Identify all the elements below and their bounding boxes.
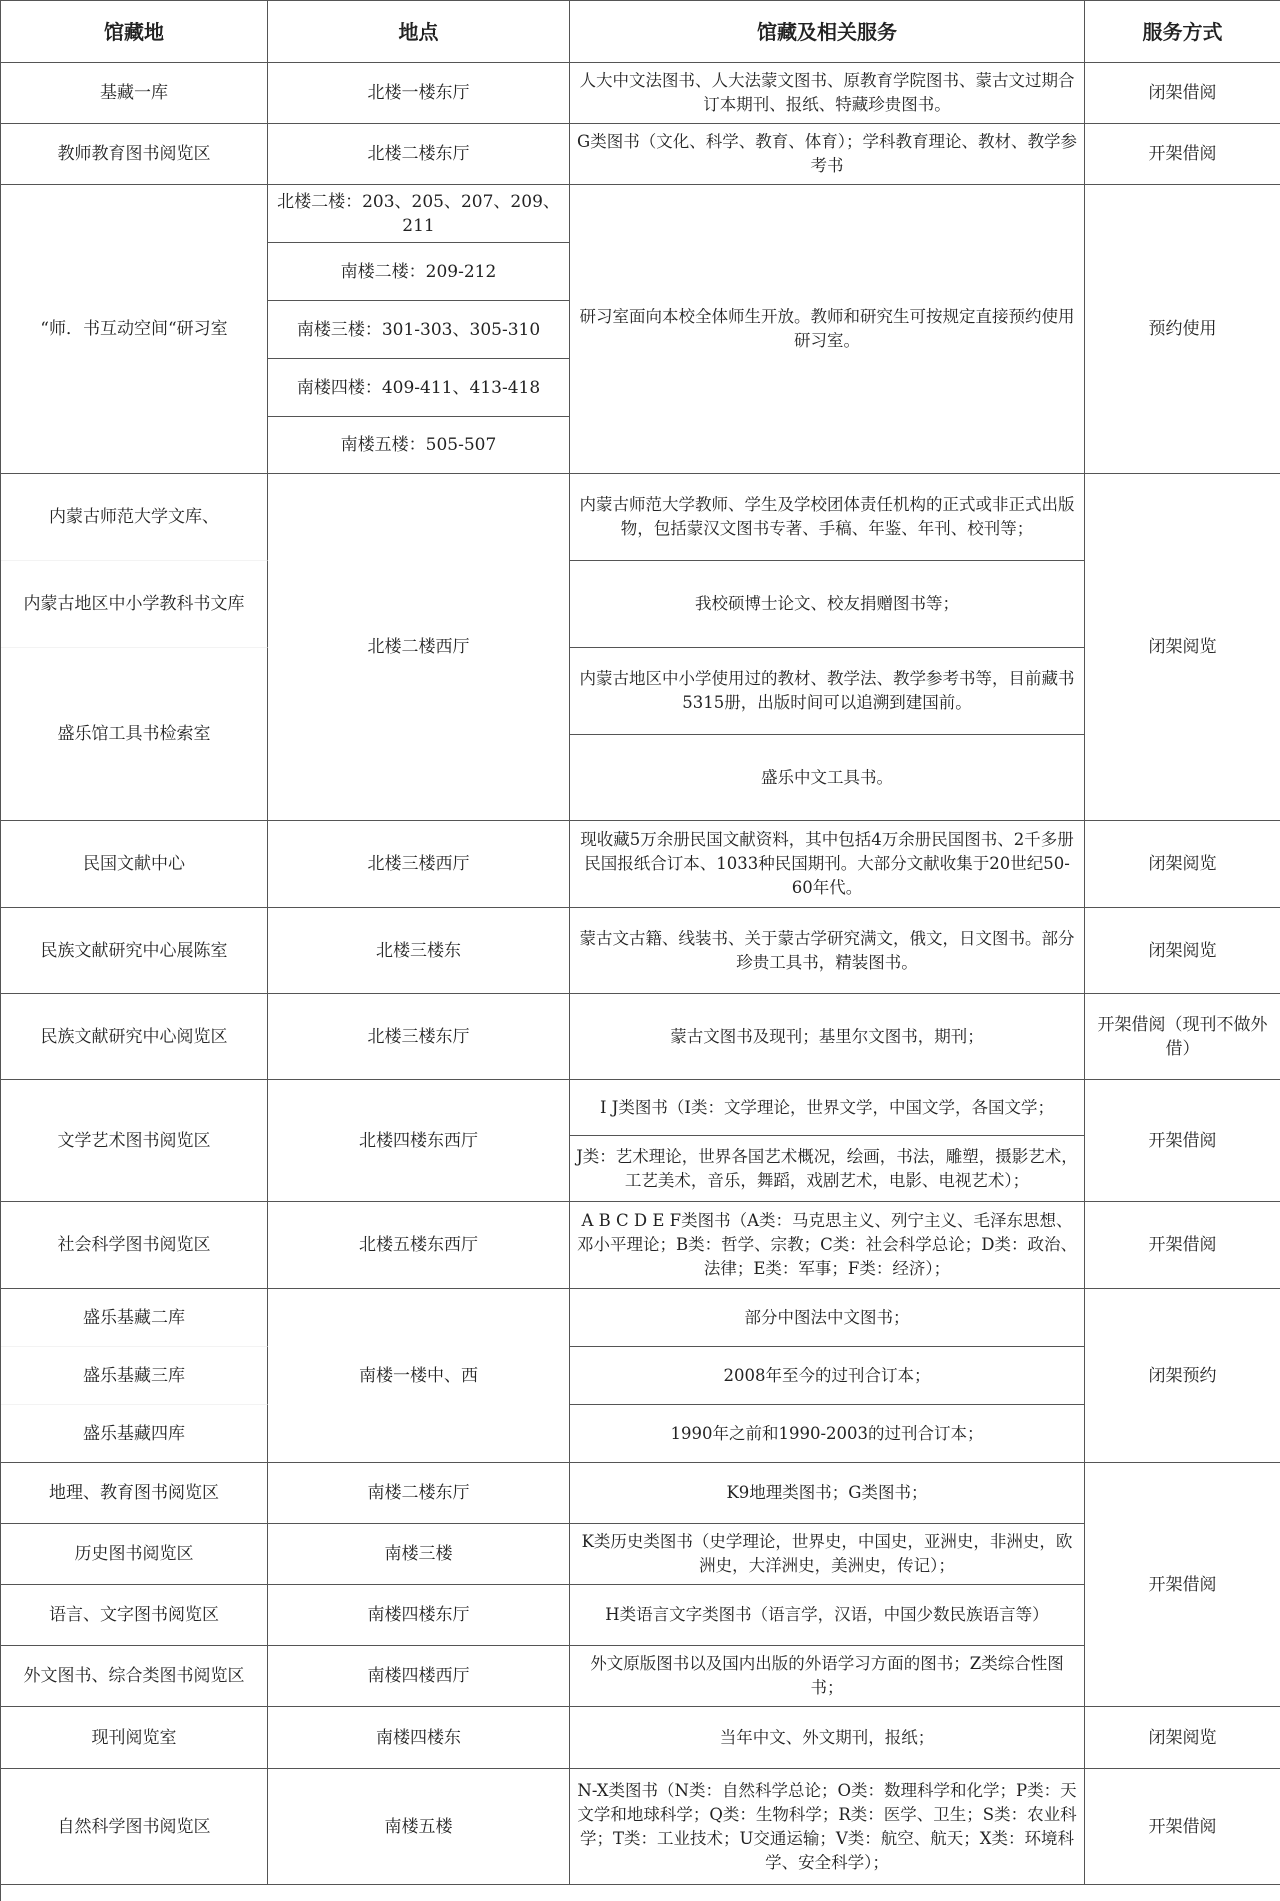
cell-location: 盛乐基藏四库: [1, 1405, 268, 1463]
header-service-mode: 服务方式: [1085, 1, 1280, 63]
header-services: 馆藏及相关服务: [570, 1, 1085, 63]
cell-location: 盛乐基藏三库: [1, 1347, 268, 1405]
cell-location: 盛乐馆工具书检索室: [1, 648, 268, 821]
cell-mode: 闭架预约: [1085, 1289, 1280, 1463]
cell-place: 南楼四楼西厅: [268, 1646, 570, 1707]
cell-mode: 预约使用: [1085, 185, 1280, 474]
cell-services: G类图书（文化、科学、教育、体育）；学科教育理论、教材、教学参考书: [570, 124, 1085, 185]
cell-place: 北楼五楼东西厅: [268, 1202, 570, 1289]
cell-services: 蒙古文图书及现刊；基里尔文图书，期刊；: [570, 994, 1085, 1080]
cell-place: 北楼四楼东西厅: [268, 1080, 570, 1202]
header-place: 地点: [268, 1, 570, 63]
cell-mode: 开架借阅: [1085, 1769, 1280, 1885]
cell-services: 盛乐中文工具书。: [570, 735, 1085, 821]
cell-services: 2008年至今的过刊合订本；: [570, 1347, 1085, 1405]
cell-place: 北楼二楼：203、205、207、209、211: [268, 185, 570, 243]
cell-services: J类：艺术理论，世界各国艺术概况，绘画，书法，雕塑，摄影艺术，工艺美术，音乐，舞蹈，戏剧艺术，电影、电视艺术）；: [570, 1136, 1085, 1202]
cell-location: 历史图书阅览区: [1, 1524, 268, 1585]
cell-services: 研习室面向本校全体师生开放。教师和研究生可按规定直接预约使用研习室。: [570, 185, 1085, 474]
cell-services: 外文原版图书以及国内出版的外语学习方面的图书；Z类综合性图书；: [570, 1646, 1085, 1707]
cell-place: 北楼二楼东厅: [268, 124, 570, 185]
cell-location: 社会科学图书阅览区: [1, 1202, 268, 1289]
cell-services: I J类图书（I类：文学理论，世界文学，中国文学，各国文学；: [570, 1080, 1085, 1136]
cell-location: 内蒙古地区中小学教科书文库: [1, 561, 268, 648]
cell-services: H类语言文字类图书（语言学，汉语，中国少数民族语言等）: [570, 1585, 1085, 1646]
cell-mode: 开架借阅（现刊不做外借）: [1085, 994, 1280, 1080]
cell-services: K9地理类图书；G类图书；: [570, 1463, 1085, 1524]
cell-location: “师．书互动空间“研习室: [1, 185, 268, 474]
cell-services: 内蒙古师范大学教师、学生及学校团体责任机构的正式或非正式出版物，包括蒙汉文图书专著、手稿、年鉴、年刊、校刊等；: [570, 474, 1085, 561]
cell-location: 语言、文字图书阅览区: [1, 1585, 268, 1646]
cell-place: 北楼二楼西厅: [268, 474, 570, 821]
cell-mode: 开架借阅: [1085, 1202, 1280, 1289]
cell-services: 我校硕博士论文、校友捐赠图书等；: [570, 561, 1085, 648]
cell-location: 自然科学图书阅览区: [1, 1769, 268, 1885]
cell-mode: 闭架阅览: [1085, 908, 1280, 994]
cell-mode: 闭架阅览: [1085, 474, 1280, 821]
cell-mode: 开架借阅: [1085, 1463, 1280, 1707]
cell-place: 南楼三楼: [268, 1524, 570, 1585]
cell-location: 民国文献中心: [1, 821, 268, 908]
cell-mode: 开架借阅: [1085, 1080, 1280, 1202]
cell-place: 南楼二楼东厅: [268, 1463, 570, 1524]
cell-services: 现收藏5万余册民国文献资料，其中包括4万余册民国图书、2千多册民国报纸合订本、1033种民国期刊。大部分文献收集于20世纪50-60年代。: [570, 821, 1085, 908]
cell-location: 教师教育图书阅览区: [1, 124, 268, 185]
cell-location: 外文图书、综合类图书阅览区: [1, 1646, 268, 1707]
header-collection-location: 馆藏地: [1, 1, 268, 63]
cell-place: 北楼三楼东: [268, 908, 570, 994]
cell-place: 南楼四楼：409-411、413-418: [268, 359, 570, 417]
cell-mode: 闭架阅览: [1085, 821, 1280, 908]
cell-mode: 闭架阅览: [1085, 1707, 1280, 1769]
cell-place: 南楼三楼：301-303、305-310: [268, 301, 570, 359]
cell-place: 南楼五楼: [268, 1769, 570, 1885]
cell-services: K类历史类图书（史学理论，世界史，中国史，亚洲史，非洲史，欧洲史，大洋洲史，美洲史，传记）；: [570, 1524, 1085, 1585]
cell-services: 当年中文、外文期刊，报纸；: [570, 1707, 1085, 1769]
cell-place: 南楼四楼东: [268, 1707, 570, 1769]
cell-place: 南楼五楼：505-507: [268, 417, 570, 474]
cell-location: 地理、教育图书阅览区: [1, 1463, 268, 1524]
cell-services: 内蒙古地区中小学使用过的教材、教学法、教学参考书等，目前藏书5315册，出版时间可以追溯到建国前。: [570, 648, 1085, 735]
cell-services: 蒙古文古籍、线装书、关于蒙古学研究满文，俄文，日文图书。部分珍贵工具书，精装图书。: [570, 908, 1085, 994]
cell-location: 文学艺术图书阅览区: [1, 1080, 268, 1202]
cell-location: 盛乐基藏二库: [1, 1289, 268, 1347]
cell-location: 基藏一库: [1, 63, 268, 124]
cell-services: N-X类图书（N类：自然科学总论；O类：数理科学和化学；P类：天文学和地球科学；Q类：生物科学；R类：医学、卫生；S类：农业科学；T类：工业技术；U交通运输；V类：航空、航天；X类：环境科学、安全科学）；: [570, 1769, 1085, 1885]
cell-place: 南楼二楼：209-212: [268, 243, 570, 301]
cell-place: 南楼四楼东厅: [268, 1585, 570, 1646]
cell-services: A B C D E F类图书（A类：马克思主义、列宁主义、毛泽东思想、邓小平理论；B类：哲学、宗教；C类：社会科学总论；D类：政治、法律；E类：军事；F类：经济）；: [570, 1202, 1085, 1289]
cell-place: 南楼一楼中、西: [268, 1289, 570, 1463]
cell-services: 人大中文法图书、人大法蒙文图书、原教育学院图书、蒙古文过期合订本期刊、报纸、特藏珍贵图书。: [570, 63, 1085, 124]
cell-location: 内蒙古师范大学文库、: [1, 474, 268, 561]
cell-location: 民族文献研究中心展陈室: [1, 908, 268, 994]
cell-location: 民族文献研究中心阅览区: [1, 994, 268, 1080]
cell-services: 部分中图法中文图书；: [570, 1289, 1085, 1347]
cell-location: 现刊阅览室: [1, 1707, 268, 1769]
cell-place: 北楼一楼东厅: [268, 63, 570, 124]
cell-place: 北楼三楼西厅: [268, 821, 570, 908]
cell-mode: 开架借阅: [1085, 124, 1280, 185]
cell-services: 1990年之前和1990-2003的过刊合订本；: [570, 1405, 1085, 1463]
cell-mode: 闭架借阅: [1085, 63, 1280, 124]
cell-place: 北楼三楼东厅: [268, 994, 570, 1080]
